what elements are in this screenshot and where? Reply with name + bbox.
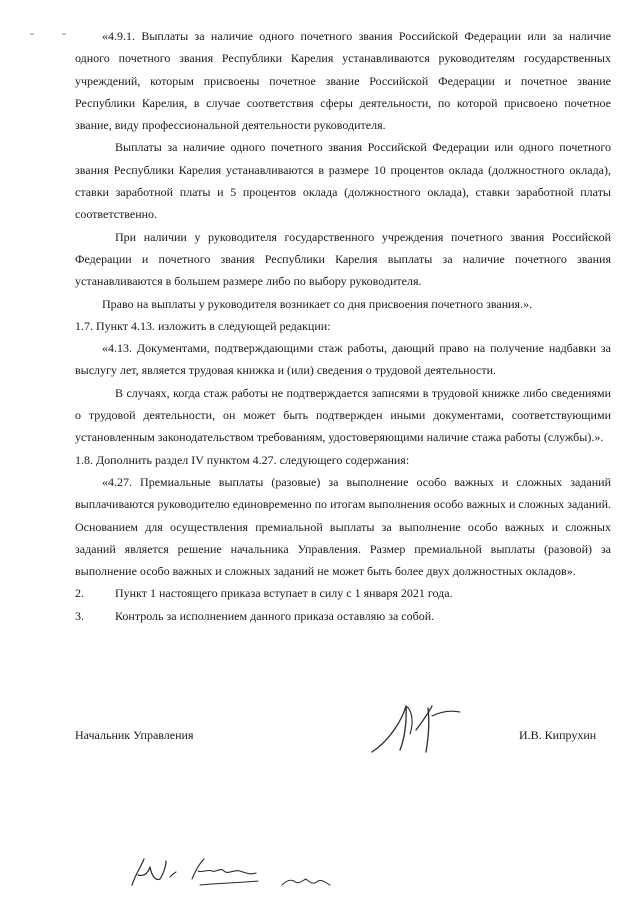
numbered-item xyxy=(75,582,611,604)
item-text: Контроль за исполнением данного приказа оставляю за собой. xyxy=(115,608,435,623)
item-text: Пункт 1 настоящего приказа вступает в силу с 1 января 2021 года. xyxy=(115,586,453,601)
document-body xyxy=(75,25,611,627)
numbered-item xyxy=(75,605,611,627)
paragraph-right-to-payment: Право на выплаты у руководителя возникает со дня присвоения почетного звания.». xyxy=(102,296,533,311)
margin-mark: - xyxy=(30,26,34,40)
margin-mark: - xyxy=(62,26,66,40)
paragraph-service-record: В случаях, когда стаж работы не подтверждается записями в трудовой книжке либо сведениями о трудовой деятельности, он может быть подтвержден иными документами, соответствующими установленным законодательством требованиям, удостоверяющими наличие стажа работы (службы).». xyxy=(75,385,611,445)
paragraph-4-9-1: «4.9.1. Выплаты за наличие одного почетного звания Российской Федерации или за наличие одного почетного звания Республики Карелия устанавливаются руководителям государственных учреждений, которым присвоены почетное звание Российской Федерации и почетное звание Республики Карелия, в случае соответствия сферы деятельности, по которой присвоено почетное звание, виду профессиональной деятельности руководителя. xyxy=(75,29,611,133)
paragraph-multiple-titles: При наличии у руководителя государственного учреждения почетного звания Российской Федерации и почетного звания Республики Карелия выплаты за наличие почетного звания устанавливаются в большем размере либо по выбору руководителя. xyxy=(75,229,611,289)
paragraph-payment-size: Выплаты за наличие одного почетного звания Российской Федерации или одного почетного звания Республики Карелия устанавливаются в размере 10 процентов оклада (должностного оклада), ставки заработной платы и 5 процентов оклада (должностного оклада), ставки заработной платы соответственно. xyxy=(75,140,611,222)
item-number: 2. xyxy=(75,586,84,601)
signatory-name: И.В. Кипрухин xyxy=(519,728,597,742)
paragraph-4-27: «4.27. Премиальные выплаты (разовые) за выполнение особо важных и сложных заданий выплачиваются руководителю единовременно по итогам выполнения особо важных и сложных заданий. Основанием для осуществления премиальной выплаты за выполнение особо важных и сложных заданий является решение начальника Управления. Размер премиальной выплаты (разовой) за выполнение особо важных и сложных заданий не может быть более двух должностных окладов». xyxy=(75,474,611,579)
paragraph-1-8: 1.8. Дополнить раздел IV пунктом 4.27. следующего содержания: xyxy=(75,452,410,467)
paragraph-4-13: «4.13. Документами, подтверждающими стаж работы, дающий право на получение надбавки за выслугу лет, является трудовая книжка и (или) сведения о трудовой деятельности. xyxy=(75,341,611,378)
signatory-position: Начальник Управления xyxy=(75,728,194,742)
item-number: 3. xyxy=(75,608,84,623)
paragraph-1-7: 1.7. Пункт 4.13. изложить в следующей редакции: xyxy=(75,318,331,333)
handwritten-signature xyxy=(370,700,470,760)
approval-initials xyxy=(130,855,350,895)
